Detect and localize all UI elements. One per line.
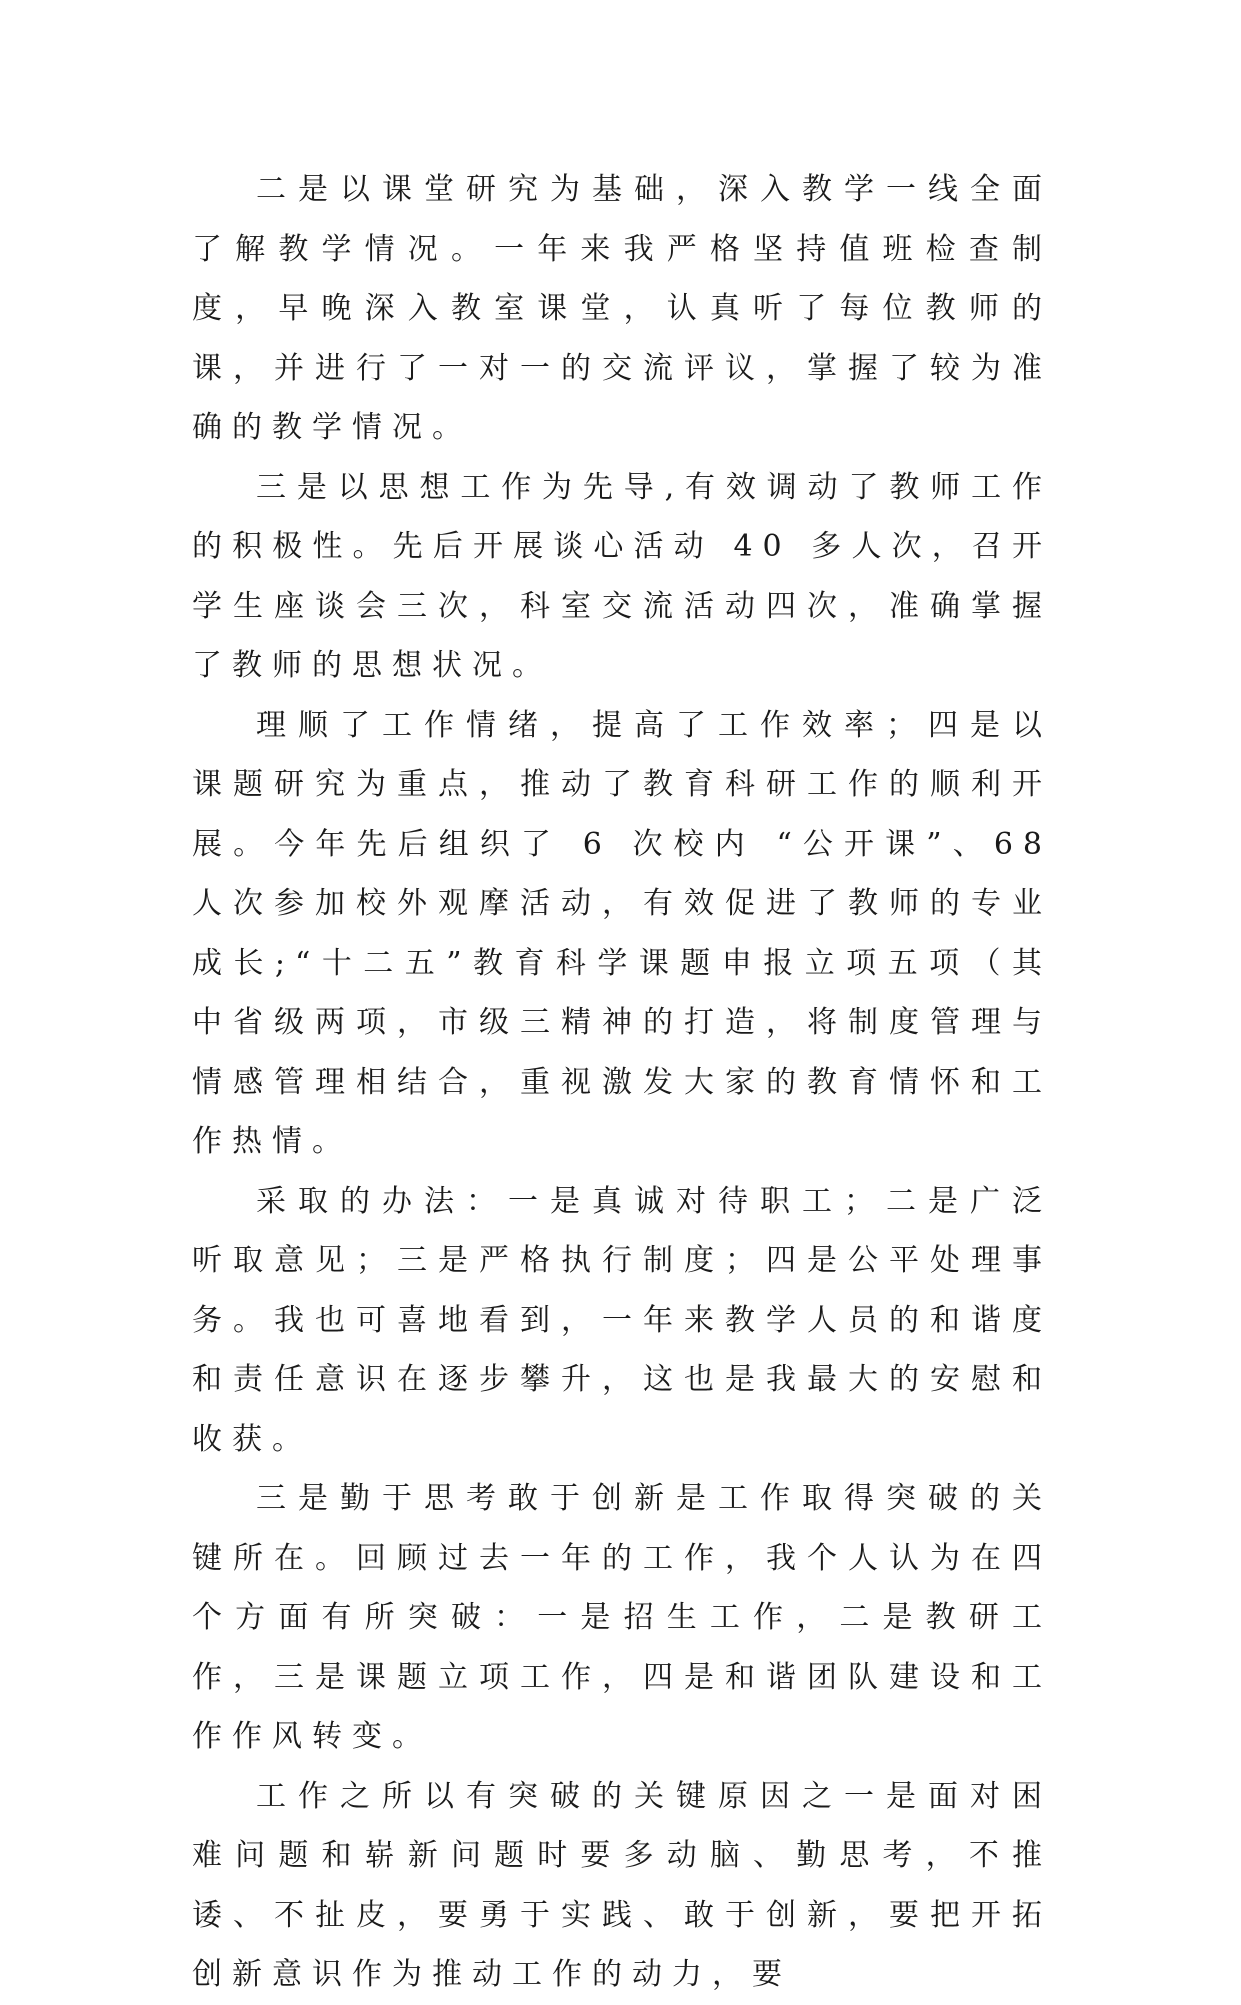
document-body (192, 160, 1052, 2005)
paragraph-2: 三是以思想工作为先导,有效调动了教师工作的积极性。先后开展谈心活动 40 多人次，召开学生座谈会三次，科室交流活动四次，准确掌握了教师的思想状况。 (192, 469, 1052, 683)
paragraph-6: 工作之所以有突破的关键原因之一是面对困难问题和崭新问题时要多动脑、勤思考，不推诿、不扯皮，要勇于实践、敢于创新，要把开拓创新意识作为推动工作的动力，要 (192, 1778, 1052, 1992)
paragraph-1: 二是以课堂研究为基础，深入教学一线全面了解教学情况。一年来我严格坚持值班检查制度，早晚深入教室课堂，认真听了每位教师的课，并进行了一对一的交流评议，掌握了较为准确的教学情况。 (192, 172, 1052, 445)
paragraph-5: 三是勤于思考敢于创新是工作取得突破的关键所在。回顾过去一年的工作，我个人认为在四个方面有所突破：一是招生工作，二是教研工作，三是课题立项工作，四是和谐团队建设和工作作风转变。 (192, 1481, 1052, 1754)
paragraph-3: 理顺了工作情绪，提高了工作效率；四是以课题研究为重点，推动了教育科研工作的顺利开展。今年先后组织了 6 次校内 “公开课”、68 人次参加校外观摩活动，有效促进了教师的专业成长;“十二五”教育科学课题申报立项五项（其中省级两项，市级三精神的打造，将制度管理与情感管理相结合，重视激发大家的教育情怀和工作热情。 (192, 707, 1052, 1159)
paragraph-4: 采取的办法：一是真诚对待职工；二是广泛听取意见；三是严格执行制度；四是公平处理事务。我也可喜地看到，一年来教学人员的和谐度和责任意识在逐步攀升，这也是我最大的安慰和收获。 (192, 1183, 1052, 1457)
